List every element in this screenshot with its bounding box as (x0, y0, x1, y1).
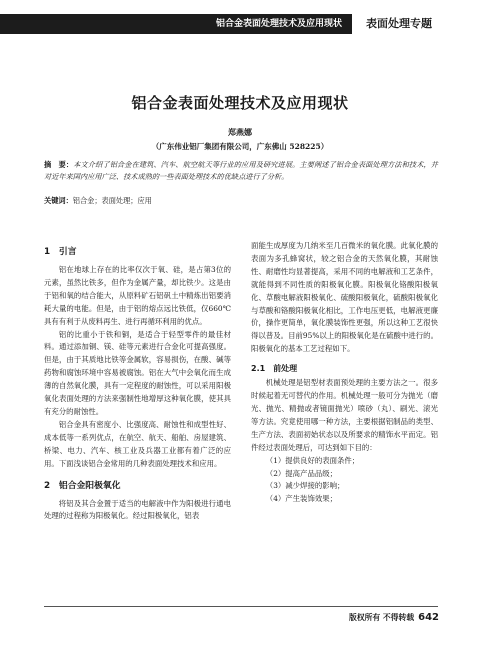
footer-rule (44, 606, 438, 607)
running-header (0, 0, 480, 44)
list-item: （1）提供良好的表面条件； (265, 455, 360, 465)
paragraph: 将铝及其合金置于适当的电解液中作为阳极进行通电处理的过程称为阳极氧化。经过阳极氧化，铝表 (44, 498, 231, 521)
paragraph: 铝在地球上存在的比率仅次于氧、硅，是占第3位的元素，虽然比铁多，但作为金属产量，却比铁少。这是由于铝和氧的结合能大，从原料矿石铝矾土中精炼出铝要消耗大量的电能。但是，由于铝的熔点远比铁低，仅660℃具有有利于从废料再生、进行再循环利用的优点。 (44, 265, 231, 326)
header-running-title: 铝合金表面处理技术及应用现状 (215, 19, 342, 29)
list-item: （4）产生装饰效果； (265, 494, 338, 504)
left-column (44, 240, 231, 523)
abstract-label: 摘 要： (44, 160, 74, 169)
section-heading-anodizing: 2 铝合金阳极氧化 (44, 480, 121, 491)
footer (335, 612, 439, 623)
keywords-text: 铝合金；表面处理；应用 (72, 196, 152, 205)
paragraph: 机械处理是铝型材表面预处理的主要方法之一。很多时候起着无可替代的作用。机械处理一般可分为抛光（磨光、抛光、精抛或者镜面抛光）喷砂（丸）、刷光、滚光等方法。究竟使用哪一种方法，主要根据铝制品的类型、生产方法、表面初始状态以及所要求的精饰水平而定。铝件经过表面处理后，可达到如下目的： (251, 378, 438, 452)
article-author: 郑燕娜 (228, 127, 252, 137)
paragraph: 铝合金具有密度小、比强度高、耐蚀性和成型性好、成本低等一系列优点，在航空、航天、船舶、房屋建筑、桥梁、电力、汽车、核工业及兵器工业都有着广泛的应用。下面浅谈铝合金常用的几种表面处理技术和应用。 (44, 419, 231, 468)
abstract-text: 本文介绍了铝合金在建筑、汽车、航空航天等行业的应用及研究进展。主要阐述了铝合金表面处理方法和技术，并对近年来国内应用广泛、技术成熟的一些表面处理技术的优缺点进行了分析。 (44, 160, 438, 181)
paragraph: 面能生成厚度为几纳米至几百微米的氧化膜。此氧化膜的表面为多孔蜂窝状，较之铝合金的天然氧化膜，其耐蚀性、耐磨性均显著提高，采用不同的电解液和工艺条件，就能得到不同性质的阳极氧化膜。阳极氧化铬酸阳极氧化、草酸电解液阳极氧化、硫酸阳极氧化，硫酸阳极氧化与草酸和铬酸阳极氧化相比，工作电压更低，电解液更廉价，操作更简单，氧化膜装饰性更强，所以这种工艺很快得以普及。目前95%以上的阳极氧化是在硫酸中进行的。阳极氧化的基本工艺过程如下。 (251, 241, 438, 354)
article-affiliation: （广东伟业铝厂集团有限公司，广东佛山 528225） (151, 142, 329, 151)
header-section-label: 表面处理专题 (366, 17, 432, 30)
paragraph: 铝的比重小于铁和铜，是适合于轻型零件的最佳材料。通过添加铜、镁、硅等元素进行合金化可提高强度。但是，由于其质地比铁等金属软，容易损伤，在酸、碱等药物和腐蚀环境中容易被腐蚀。铝在大气中会氧化而生成薄的自然氧化膜，具有一定程度的耐蚀性，可以采用阳极氧化表面处理的方法来强制性地增厚这种氧化膜，使其具有充分的耐蚀性。 (44, 329, 231, 416)
page-number: 642 (418, 612, 439, 623)
list-item: （2）提高产品品级； (265, 468, 338, 478)
keywords (44, 195, 438, 207)
footer-copyright: 版权所有 不得转载 (349, 613, 415, 622)
list-item: （3）减少焊接的影响； (265, 481, 345, 491)
subsection-heading-pretreatment: 2.1 前处理 (251, 364, 298, 374)
right-column (251, 240, 438, 506)
abstract (44, 159, 438, 183)
keywords-label: 关键词： (44, 196, 73, 205)
article-title: 铝合金表面处理技术及应用现状 (131, 94, 349, 112)
section-heading-introduction: 1 引言 (44, 247, 77, 257)
